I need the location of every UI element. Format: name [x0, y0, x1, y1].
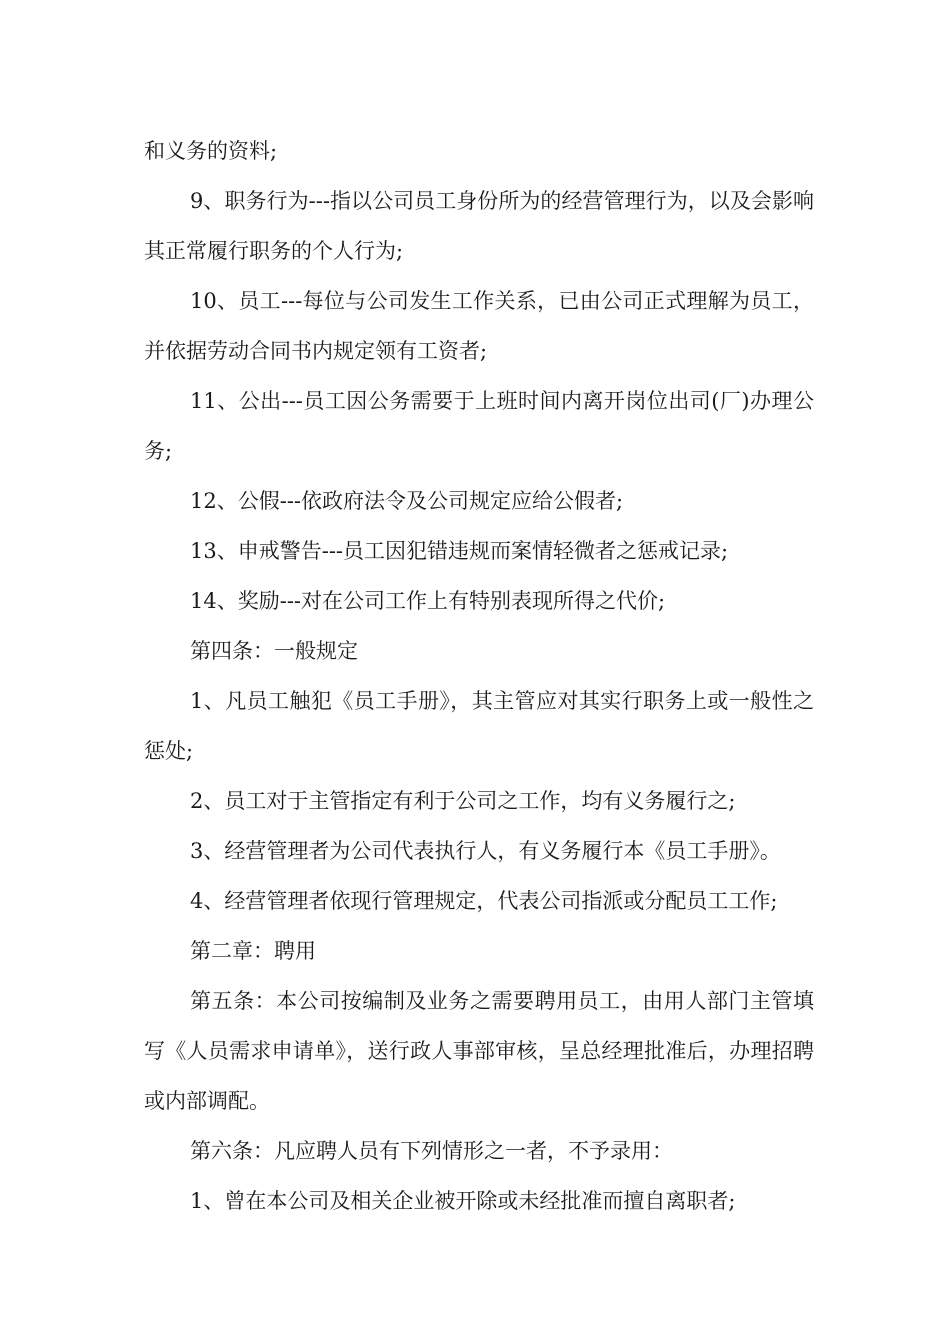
- section-heading-article-4: 第四条：一般规定: [190, 639, 358, 663]
- paragraph-14: 第六条：凡应聘人员有下列情形之一者，不予录用：: [190, 1139, 673, 1163]
- paragraph-13: 第五条：本公司按编制及业务之需要聘用员工，由用人部门主管填写《人员需求申请单》，送行政人事部审核，呈总经理批准后，办理招聘或内部调配。: [144, 989, 814, 1113]
- paragraph-4: 12、公假---依政府法令及公司规定应给公假者;: [190, 489, 624, 513]
- chapter-heading-2: 第二章：聘用: [190, 939, 316, 963]
- document-body: [144, 126, 814, 1226]
- paragraph-11: 4、经营管理者依现行管理规定，代表公司指派或分配员工工作;: [190, 889, 778, 913]
- paragraph-5: 13、申戒警告---员工因犯错违规而案情轻微者之惩戒记录;: [190, 539, 729, 563]
- paragraph-2: 10、员工---每位与公司发生工作关系，已由公司正式理解为员工，并依据劳动合同书内规定领有工资者;: [144, 289, 814, 363]
- paragraph-9: 2、员工对于主管指定有利于公司之工作，均有义务履行之;: [190, 789, 736, 813]
- paragraph-6: 14、奖励---对在公司工作上有特别表现所得之代价;: [190, 589, 666, 613]
- paragraph-0: 和义务的资料;: [144, 139, 278, 163]
- paragraph-15: 1、曾在本公司及相关企业被开除或未经批准而擅自离职者;: [190, 1189, 736, 1213]
- paragraph-10: 3、经营管理者为公司代表执行人，有义务履行本《员工手册》。: [190, 839, 781, 863]
- paragraph-3: 11、公出---员工因公务需要于上班时间内离开岗位出司(厂)办理公务;: [144, 389, 814, 463]
- paragraph-8: 1、凡员工触犯《员工手册》，其主管应对其实行职务上或一般性之惩处;: [144, 689, 814, 763]
- paragraph-1: 9、职务行为---指以公司员工身份所为的经营管理行为，以及会影响其正常履行职务的个人行为;: [144, 189, 814, 263]
